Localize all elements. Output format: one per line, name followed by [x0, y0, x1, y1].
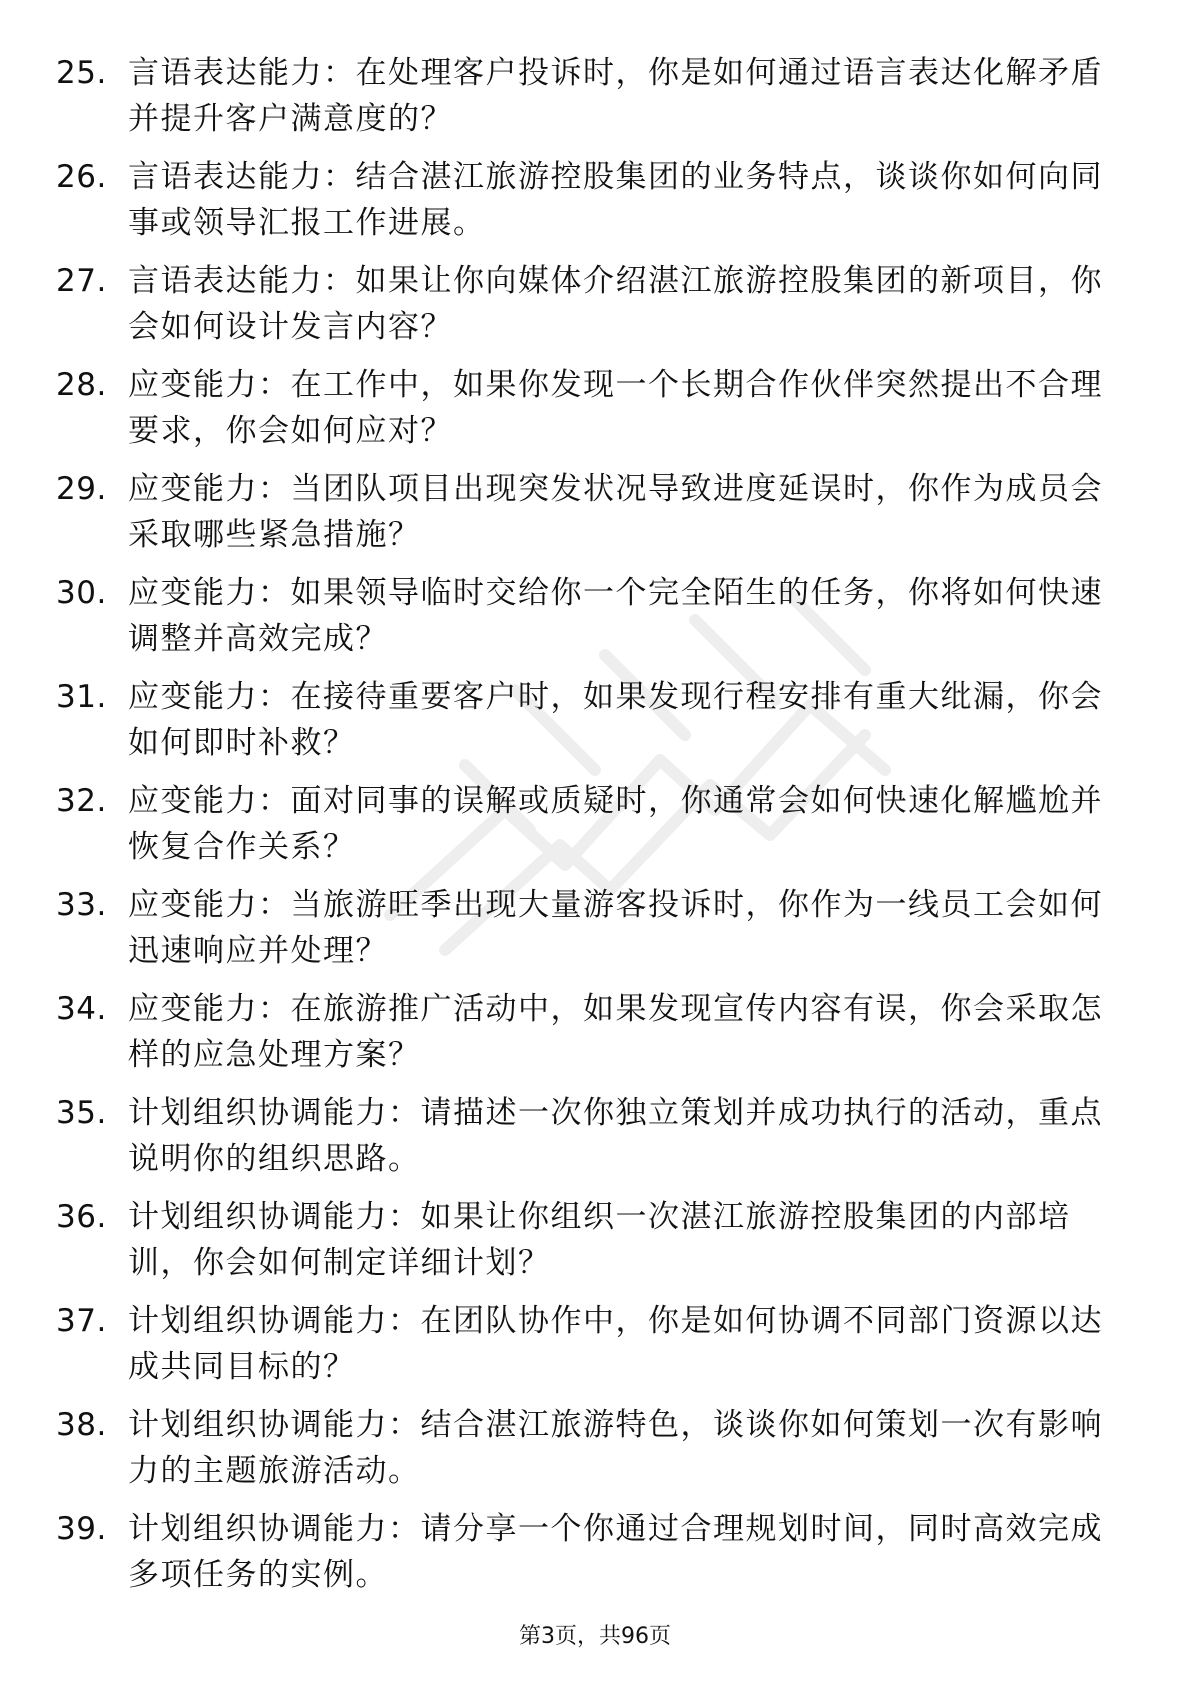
question-number: 32.	[56, 783, 107, 819]
question-item	[56, 466, 1136, 570]
question-text: 计划组织协调能力：结合湛江旅游特色，谈谈你如何策划一次有影响力的主题旅游活动。	[128, 1407, 1103, 1489]
question-number: 31.	[56, 679, 107, 715]
question-text: 计划组织协调能力：请描述一次你独立策划并成功执行的活动，重点说明你的组织思路。	[128, 1095, 1103, 1177]
question-item	[56, 570, 1136, 674]
question-text: 应变能力：在工作中，如果你发现一个长期合作伙伴突然提出不合理要求，你会如何应对？	[128, 367, 1103, 449]
question-text: 言语表达能力：结合湛江旅游控股集团的业务特点，谈谈你如何向同事或领导汇报工作进展。	[128, 159, 1103, 241]
question-text: 应变能力：在接待重要客户时，如果发现行程安排有重大纰漏，你会如何即时补救？	[128, 679, 1103, 761]
question-number: 33.	[56, 887, 107, 923]
question-text: 应变能力：面对同事的误解或质疑时，你通常会如何快速化解尴尬并恢复合作关系？	[128, 783, 1103, 865]
question-item	[56, 154, 1136, 258]
question-number: 29.	[56, 471, 107, 507]
question-item	[56, 1090, 1136, 1194]
question-text: 计划组织协调能力：在团队协作中，你是如何协调不同部门资源以达成共同目标的？	[128, 1303, 1103, 1385]
question-number: 36.	[56, 1199, 107, 1235]
question-text: 计划组织协调能力：请分享一个你通过合理规划时间，同时高效完成多项任务的实例。	[128, 1511, 1103, 1593]
question-text: 应变能力：当团队项目出现突发状况导致进度延误时，你作为成员会采取哪些紧急措施？	[128, 471, 1103, 553]
question-number: 30.	[56, 575, 107, 611]
question-list	[56, 50, 1136, 1610]
question-item	[56, 362, 1136, 466]
question-number: 34.	[56, 991, 107, 1027]
question-text: 应变能力：当旅游旺季出现大量游客投诉时，你作为一线员工会如何迅速响应并处理？	[128, 887, 1103, 969]
question-item	[56, 674, 1136, 778]
question-number: 38.	[56, 1407, 107, 1443]
question-item	[56, 1194, 1136, 1298]
question-item	[56, 1506, 1136, 1610]
question-number: 25.	[56, 55, 107, 91]
question-text: 言语表达能力：如果让你向媒体介绍湛江旅游控股集团的新项目，你会如何设计发言内容？	[128, 263, 1103, 345]
question-number: 26.	[56, 159, 107, 195]
question-item	[56, 778, 1136, 882]
question-text: 应变能力：在旅游推广活动中，如果发现宣传内容有误，你会采取怎样的应急处理方案？	[128, 991, 1103, 1073]
question-item	[56, 882, 1136, 986]
question-item	[56, 1402, 1136, 1506]
question-text: 应变能力：如果领导临时交给你一个完全陌生的任务，你将如何快速调整并高效完成？	[128, 575, 1103, 657]
question-item	[56, 986, 1136, 1090]
question-item	[56, 1298, 1136, 1402]
page-footer: 第3页，共96页	[519, 1624, 671, 1649]
question-text: 言语表达能力：在处理客户投诉时，你是如何通过语言表达化解矛盾并提升客户满意度的？	[128, 55, 1103, 137]
question-number: 39.	[56, 1511, 107, 1547]
question-number: 27.	[56, 263, 107, 299]
question-number: 35.	[56, 1095, 107, 1131]
question-number: 28.	[56, 367, 107, 403]
question-item	[56, 50, 1136, 154]
question-number: 37.	[56, 1303, 107, 1339]
question-text: 计划组织协调能力：如果让你组织一次湛江旅游控股集团的内部培训，你会如何制定详细计划？	[128, 1199, 1071, 1281]
question-item	[56, 258, 1136, 362]
